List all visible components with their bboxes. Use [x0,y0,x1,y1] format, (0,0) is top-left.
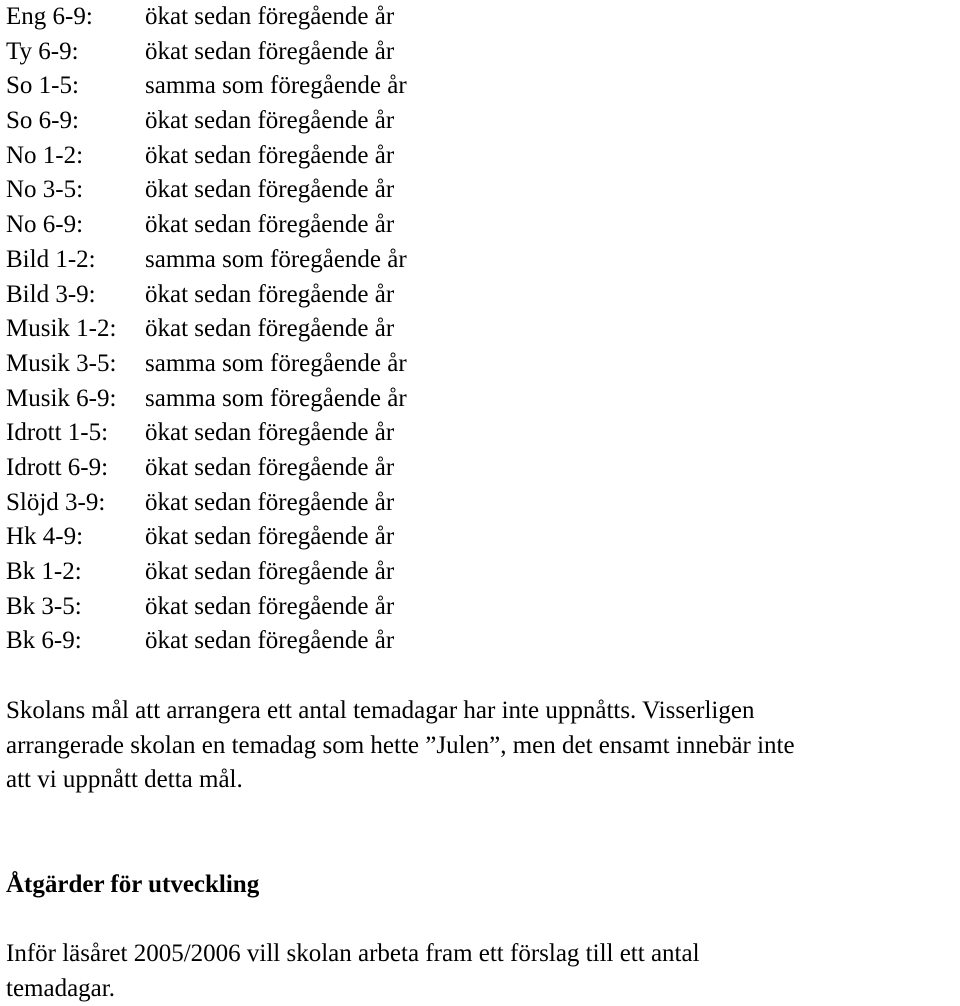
grade-row [6,520,956,555]
grade-subject: Ty 6-9: [6,37,79,65]
grade-status: ökat sedan föregående år [145,141,395,169]
grade-subject: Musik 6-9: [6,384,117,412]
grade-status: ökat sedan föregående år [145,280,395,308]
paragraph-line: att vi uppnått detta mål. [6,766,243,793]
grade-subject: So 6-9: [6,107,79,135]
grade-status: samma som föregående år [145,245,407,273]
grade-subject: So 1-5: [6,72,79,100]
grade-subject: Bild 1-2: [6,245,96,273]
grade-subject: Idrott 1-5: [6,419,109,447]
grade-status: ökat sedan föregående år [145,419,395,447]
grade-subject: Bild 3-9: [6,280,96,308]
grade-status: ökat sedan föregående år [145,488,395,516]
grade-status: ökat sedan föregående år [145,37,395,65]
grade-status: ökat sedan föregående år [145,592,395,620]
grade-subject: Eng 6-9: [6,3,93,30]
grade-row [6,69,956,104]
grade-row [6,624,956,659]
document-page [6,0,956,1002]
grade-subject: No 3-5: [6,176,84,204]
grade-subject: Bk 1-2: [6,558,82,585]
grade-row [6,35,956,70]
grade-status: ökat sedan föregående år [145,558,395,585]
grade-row [6,347,956,382]
paragraph-line: Inför läsåret 2005/2006 vill skolan arbeta fram ett förslag till ett antal [6,940,700,967]
grade-subject: Hk 4-9: [6,523,84,551]
grade-subject: Bk 3-5: [6,592,82,620]
grade-subject: Musik 1-2: [6,315,117,343]
grade-row [6,139,956,174]
grade-row [6,0,956,35]
grade-subject: No 6-9: [6,211,84,239]
grade-row [6,104,956,139]
grade-row [6,278,956,313]
grade-row [6,243,956,278]
grade-status: ökat sedan föregående år [145,107,395,135]
grade-row [6,416,956,451]
grade-row [6,451,956,486]
grade-status: samma som föregående år [145,349,407,377]
grade-status: ökat sedan föregående år [145,627,395,655]
grade-subject: Slöjd 3-9: [6,488,106,516]
grade-row [6,173,956,208]
grade-row [6,382,956,417]
grade-row [6,312,956,347]
grade-subject: No 1-2: [6,141,84,169]
grade-subject: Idrott 6-9: [6,453,109,481]
paragraph-line: arrangerade skolan en temadag som hette ”Julen”, men det ensamt innebär inte [6,731,795,759]
grade-status: samma som föregående år [145,384,407,412]
grade-status: ökat sedan föregående år [145,211,395,239]
grade-status: ökat sedan föregående år [145,523,395,551]
action-paragraph [6,937,700,1006]
grade-row [6,555,956,590]
grade-status: ökat sedan föregående år [145,176,395,204]
grade-status: ökat sedan föregående år [145,3,395,30]
grade-list [6,0,956,659]
grade-status: samma som föregående år [145,72,407,100]
grade-row [6,486,956,521]
paragraph-line: Skolans mål att arrangera ett antal temadagar har inte uppnåtts. Visserligen [6,697,755,724]
grade-row [6,208,956,243]
grade-status: ökat sedan föregående år [145,315,395,343]
section-heading: Åtgärder för utveckling [6,871,260,898]
grade-subject: Bk 6-9: [6,627,82,655]
grade-status: ökat sedan föregående år [145,453,395,481]
grade-row [6,590,956,625]
goal-paragraph [6,694,795,798]
grade-subject: Musik 3-5: [6,349,117,377]
paragraph-line: temadagar. [6,974,115,1002]
